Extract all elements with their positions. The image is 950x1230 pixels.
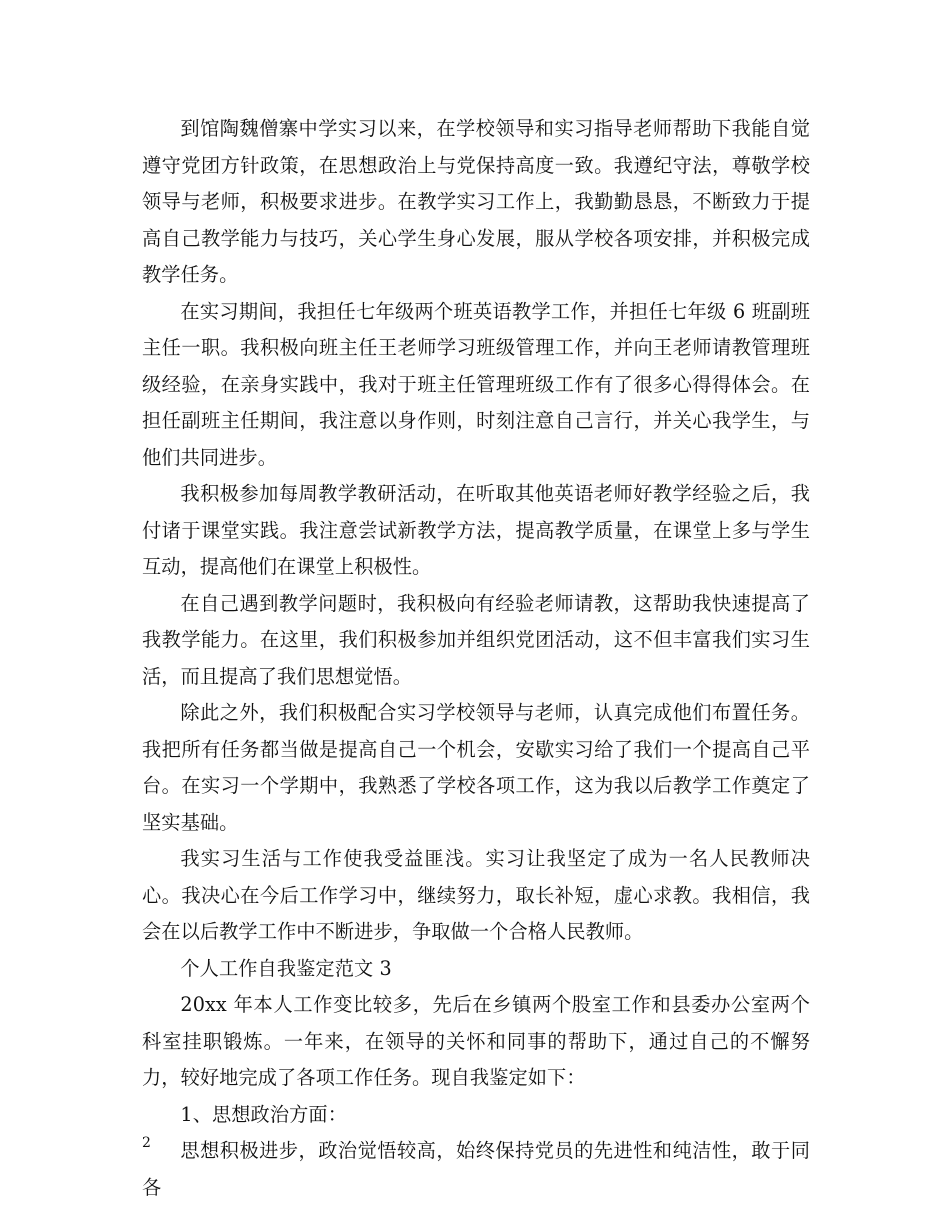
paragraph: 在实习期间，我担任七年级两个班英语教学工作，并担任七年级 6 班副班主任一职。我积极向班主任王老师学习班级管理工作，并向王老师请教管理班级经验，在亲身实践中，我对于班主任管理班级工作有了很多心得得体会。在担任副班主任期间，我注意以身作则，时刻注意自己言行，并关心我学生，与他们共同进步。	[142, 299, 810, 469]
paragraph: 除此之外，我们积极配合实习学校领导与老师，认真完成他们布置任务。我把所有任务都当做是提高自己一个机会，安歇实习给了我们一个提高自己平台。在实习一个学期中，我熟悉了学校各项工作，这为我以后教学工作奠定了坚实基础。	[142, 701, 810, 834]
subsection-heading: 1、思想政治方面：	[180, 1102, 347, 1126]
page-number: 2	[142, 1135, 151, 1151]
paragraph: 我积极参加每周教学教研活动，在听取其他英语老师好教学经验之后，我付诸于课堂实践。我注意尝试新教学方法，提高教学质量，在课堂上多与学生互动，提高他们在课堂上积极性。	[142, 482, 810, 578]
paragraph: 20xx 年本人工作变比较多，先后在乡镇两个股室工作和县委办公室两个科室挂职锻炼。一年来，在领导的关怀和同事的帮助下，通过自己的不懈努力，较好地完成了各项工作任务。现自我鉴定如下：	[142, 993, 810, 1089]
section-heading: 个人工作自我鉴定范文 3	[180, 956, 392, 980]
document-body	[142, 111, 810, 1206]
paragraph: 思想积极进步，政治觉悟较高，始终保持党员的先进性和纯洁性，敢于同各	[142, 1139, 810, 1199]
paragraph: 到馆陶魏僧寨中学实习以来，在学校领导和实习指导老师帮助下我能自觉遵守党团方针政策，在思想政治上与党保持高度一致。我遵纪守法，尊敬学校领导与老师，积极要求进步。在教学实习工作上，我勤勤恳恳，不断致力于提高自己教学能力与技巧，关心学生身心发展，服从学校各项安排，并积极完成教学任务。	[142, 117, 810, 286]
paragraph: 在自己遇到教学问题时，我积极向有经验老师请教，这帮助我快速提高了我教学能力。在这里，我们积极参加并组织党团活动，这不但丰富我们实习生活，而且提高了我们思想觉悟。	[142, 591, 810, 688]
paragraph: 我实习生活与工作使我受益匪浅。实习让我坚定了成为一名人民教师决心。我决心在今后工作学习中，继续努力，取长补短，虚心求教。我相信，我会在以后教学工作中不断进步，争取做一个合格人民教师。	[142, 847, 810, 943]
